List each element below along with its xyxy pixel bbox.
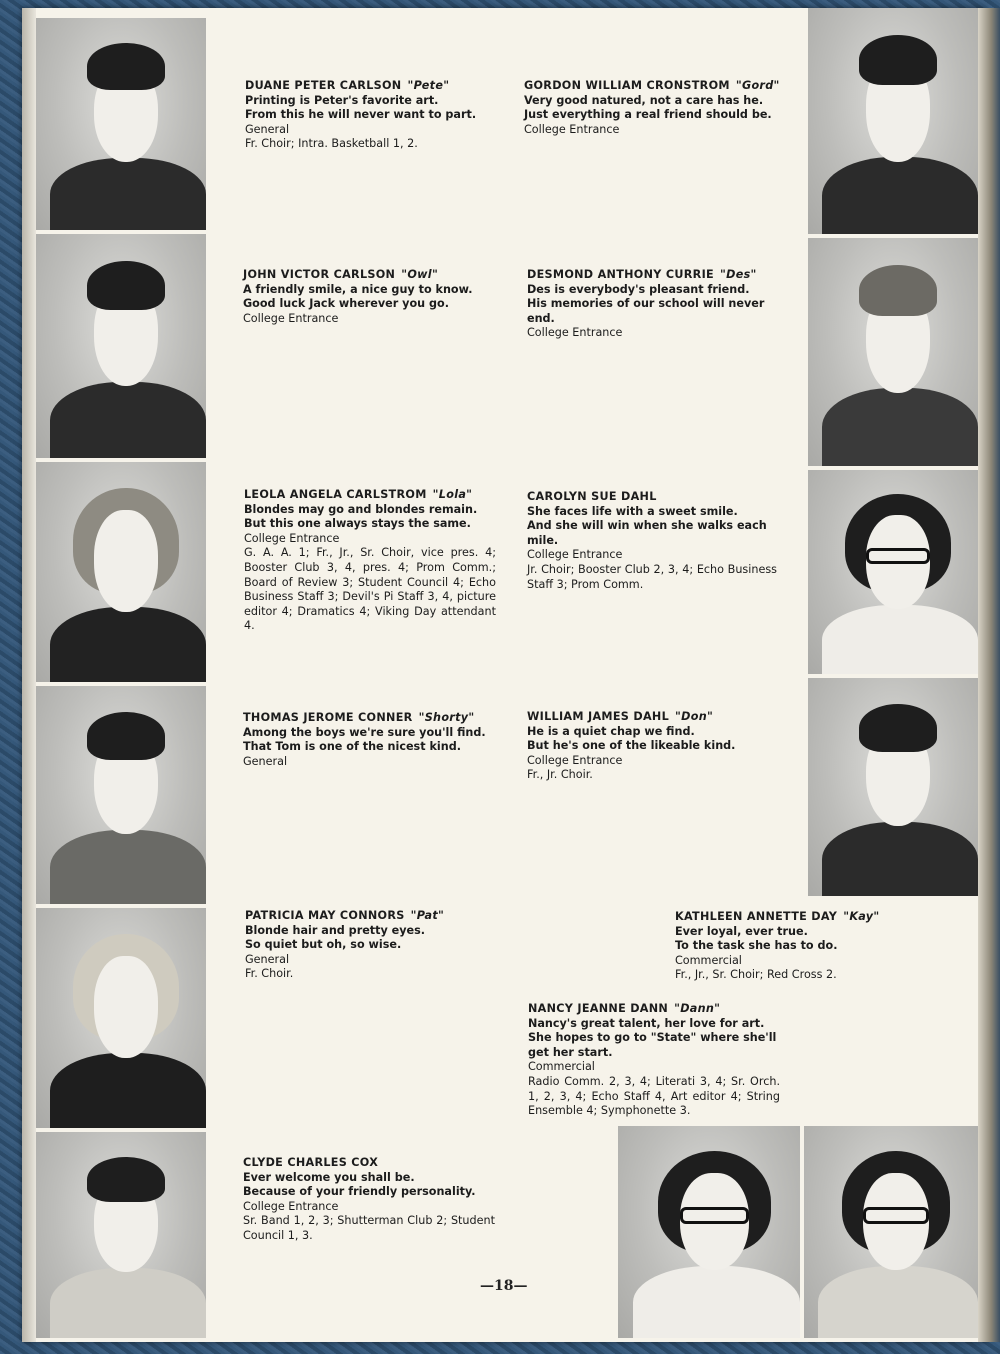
student-verse: Ever welcome you shall be. Because of your friendly personality. (243, 1170, 476, 1199)
entry-nancy-dann (528, 1002, 780, 1119)
entry-john-carlson (243, 268, 498, 326)
student-course: General (245, 122, 290, 136)
entry-leola-carlstrom (244, 488, 496, 634)
student-name: GORDON WILLIAM CRONSTROM "Gord" (524, 79, 780, 92)
student-name: WILLIAM JAMES DAHL "Don" (527, 710, 714, 723)
portrait-gordon-cronstrom (808, 8, 978, 234)
student-activities: G. A. A. 1; Fr., Jr., Sr. Choir, vice pres. 4; Booster Club 3, 4, pres. 4; Prom Comm.; Board of Review 3; Student Council 4; Echo Business Staff 3; Devil's Pi Staff 3, 4, picture editor 4; Dramatics 4; Viking Day attendant 4. (244, 546, 496, 633)
portrait-thomas-conner (36, 686, 206, 904)
portrait-duane-carlson (36, 18, 206, 230)
student-verse: A friendly smile, a nice guy to know. Good luck Jack wherever you go. (243, 282, 473, 311)
student-name: JOHN VICTOR CARLSON "Owl" (243, 268, 439, 281)
student-activities: Fr., Jr. Choir. (527, 768, 593, 782)
student-course: Commercial (528, 1060, 595, 1074)
student-activities: Sr. Band 1, 2, 3; Shutterman Club 2; Student Council 1, 3. (243, 1214, 495, 1242)
portrait-carolyn-dahl (808, 470, 978, 674)
portrait-clyde-cox (36, 1132, 206, 1338)
page-gutter (22, 8, 36, 1342)
portrait-kathleen-day (804, 1126, 978, 1338)
entry-gordon-cronstrom (524, 79, 794, 137)
entry-clyde-cox (243, 1156, 495, 1244)
entry-desmond-currie (527, 268, 772, 341)
student-name: KATHLEEN ANNETTE DAY "Kay" (675, 910, 880, 923)
student-verse: Des is everybody's pleasant friend. His memories of our school will never end. (527, 282, 765, 325)
student-course: Commercial (675, 953, 742, 967)
student-verse: Nancy's great talent, her love for art. She hopes to go to "State" where she'll get her start. (528, 1016, 777, 1059)
student-verse: Blondes may go and blondes remain. But this one always stays the same. (244, 502, 478, 531)
student-course: College Entrance (243, 1199, 339, 1213)
student-verse: Among the boys we're sure you'll find. That Tom is one of the nicest kind. (243, 725, 486, 754)
student-verse: Printing is Peter's favorite art. From this he will never want to part. (245, 93, 477, 122)
student-verse: Ever loyal, ever true. To the task she has to do. (675, 924, 838, 953)
student-course: College Entrance (527, 753, 623, 767)
portrait-patricia-connors (36, 908, 206, 1128)
entry-william-dahl (527, 710, 777, 783)
student-name: THOMAS JEROME CONNER "Shorty" (243, 711, 475, 724)
student-name: DUANE PETER CARLSON "Pete" (245, 79, 450, 92)
page-edge (978, 8, 1000, 1342)
student-name: LEOLA ANGELA CARLSTROM "Lola" (244, 488, 473, 501)
entry-duane-carlson (245, 79, 500, 152)
page-number: —18— (480, 1278, 528, 1294)
student-activities: Fr. Choir. (245, 967, 294, 981)
portrait-desmond-currie (808, 238, 978, 466)
student-course: College Entrance (243, 311, 339, 325)
student-name: DESMOND ANTHONY CURRIE "Des" (527, 268, 757, 281)
portrait-william-dahl (808, 678, 978, 896)
portrait-nancy-dann (618, 1126, 800, 1338)
student-verse: She faces life with a sweet smile. And she will win when she walks each mile. (527, 504, 767, 547)
entry-carolyn-dahl (527, 490, 777, 592)
student-name: PATRICIA MAY CONNORS "Pat" (245, 909, 445, 922)
student-activities: Fr. Choir; Intra. Basketball 1, 2. (245, 137, 418, 151)
student-verse: Very good natured, not a care has he. Just everything a real friend should be. (524, 93, 772, 122)
student-course: College Entrance (527, 326, 623, 340)
entry-thomas-conner (243, 711, 498, 769)
student-activities: Fr., Jr., Sr. Choir; Red Cross 2. (675, 968, 837, 982)
student-course: General (245, 952, 290, 966)
student-course: College Entrance (527, 548, 623, 562)
entry-patricia-connors (245, 909, 500, 982)
student-verse: Blonde hair and pretty eyes. So quiet but oh, so wise. (245, 923, 426, 952)
entry-kathleen-day (675, 910, 915, 983)
student-course: General (243, 754, 288, 768)
student-name: CAROLYN SUE DAHL (527, 490, 657, 503)
student-activities: Jr. Choir; Booster Club 2, 3, 4; Echo Business Staff 3; Prom Comm. (527, 562, 777, 591)
student-activities: Radio Comm. 2, 3, 4; Literati 3, 4; Sr. Orch. 1, 2, 3, 4; Echo Staff 4, Art editor 4; String Ensemble 4; Symphonette 3. (528, 1074, 780, 1118)
student-course: College Entrance (524, 122, 620, 136)
student-name: NANCY JEANNE DANN "Dann" (528, 1002, 721, 1015)
portrait-john-carlson (36, 234, 206, 458)
student-verse: He is a quiet chap we find. But he's one of the likeable kind. (527, 724, 736, 753)
student-name: CLYDE CHARLES COX (243, 1156, 379, 1169)
portrait-leola-carlstrom (36, 462, 206, 682)
student-course: College Entrance (244, 531, 340, 545)
